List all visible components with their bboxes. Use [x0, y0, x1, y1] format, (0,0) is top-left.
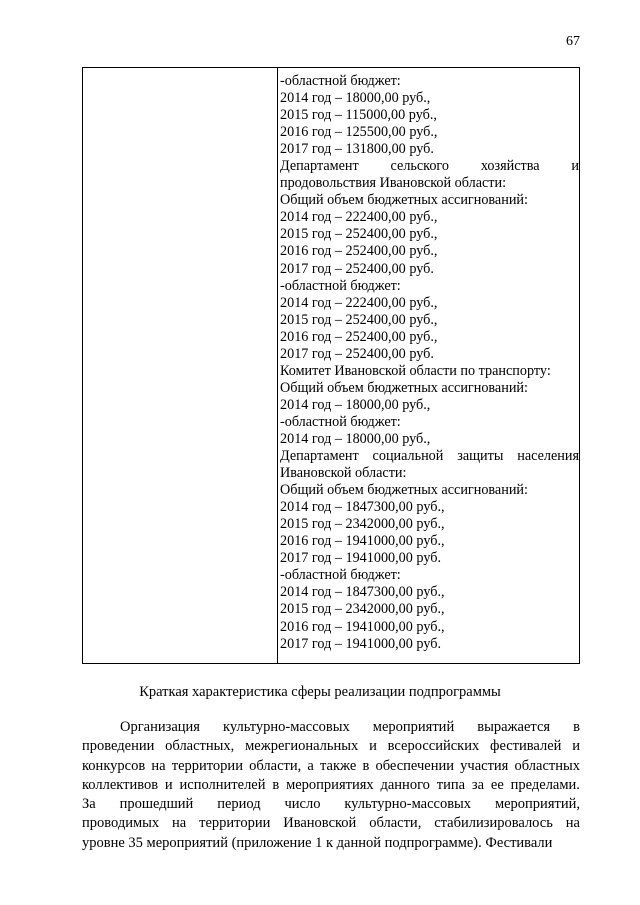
table-text-line: Общий объем бюджетных ассигнований: [280, 482, 528, 499]
table-text-line: 2015 год – 252400,00 руб., [280, 226, 438, 243]
paragraph-line: За прошедший период число культурно-массовых мероприятий, [82, 796, 580, 813]
table-text-line: 2015 год – 2342000,00 руб., [280, 516, 445, 533]
body-paragraph [82, 718, 580, 853]
table-text-line: продовольствия Ивановской области: [280, 175, 507, 192]
table-column-divider [277, 68, 278, 663]
table-text-line: -областной бюджет: [280, 73, 401, 89]
table-text-line: 2017 год – 252400,00 руб. [280, 345, 434, 362]
table-text-line: Общий объем бюджетных ассигнований: [280, 192, 528, 209]
table-text-line: 2014 год – 222400,00 руб., [280, 294, 438, 311]
table-text-line: 2017 год – 131800,00 руб. [280, 141, 434, 158]
table-text-line: 2014 год – 1847300,00 руб., [280, 499, 445, 516]
table-text-line: 2014 год – 18000,00 руб., [280, 90, 431, 107]
table-text-line: 2016 год – 125500,00 руб., [280, 124, 438, 141]
table-text-line: 2016 год – 252400,00 руб., [280, 328, 438, 345]
table-text-line: 2017 год – 1941000,00 руб. [280, 635, 441, 652]
paragraph-line: проведении областных, межрегиональных и всероссийских фестивалей и [82, 738, 580, 755]
paragraph-line: Организация культурно-массовых мероприятий выражается в [120, 719, 580, 735]
table-text-line: -областной бюджет: [280, 413, 401, 430]
table-text-line: 2015 год – 252400,00 руб., [280, 311, 438, 328]
paragraph-line: конкурсов на территории области, а также в обеспечении участия областных [82, 757, 580, 774]
table-text-line: Департамент сельского хозяйства и [280, 158, 579, 175]
paragraph-line: коллективов и исполнителей в мероприятиях данного типа за ее пределами. [82, 776, 580, 793]
table-text-line: 2014 год – 18000,00 руб., [280, 430, 431, 447]
table-text-line: 2015 год – 115000,00 руб., [280, 107, 437, 124]
table-text-line: 2016 год – 1941000,00 руб., [280, 618, 445, 635]
paragraph-line: уровне 35 мероприятий (приложение 1 к данной подпрограмме). Фестивали [82, 834, 553, 851]
table-text-line: Ивановской области: [280, 465, 407, 482]
table-text-line: 2014 год – 1847300,00 руб., [280, 584, 445, 601]
table-text-line: 2016 год – 252400,00 руб., [280, 243, 438, 260]
table-text-line: 2017 год – 252400,00 руб. [280, 260, 434, 277]
table-text-line: 2014 год – 18000,00 руб., [280, 396, 431, 413]
table-text-line: Комитет Ивановской области по транспорту: [280, 362, 551, 379]
budget-table [82, 67, 580, 664]
budget-table-cell [280, 73, 579, 653]
table-text-line: -областной бюджет: [280, 277, 401, 294]
table-text-line: 2016 год – 1941000,00 руб., [280, 533, 445, 550]
table-text-line: 2017 год – 1941000,00 руб. [280, 550, 441, 567]
paragraph-line: проводимых на территории Ивановской области, стабилизировалось на [82, 815, 580, 832]
table-text-line: -областной бюджет: [280, 567, 401, 584]
table-text-line: 2014 год – 222400,00 руб., [280, 209, 438, 226]
table-text-line: Общий объем бюджетных ассигнований: [280, 379, 528, 396]
section-heading: Краткая характеристика сферы реализации подпрограммы [139, 684, 501, 700]
page-number: 67 [566, 34, 580, 49]
table-text-line: 2015 год – 2342000,00 руб., [280, 601, 445, 618]
table-text-line: Департамент социальной защиты населения [280, 448, 579, 465]
